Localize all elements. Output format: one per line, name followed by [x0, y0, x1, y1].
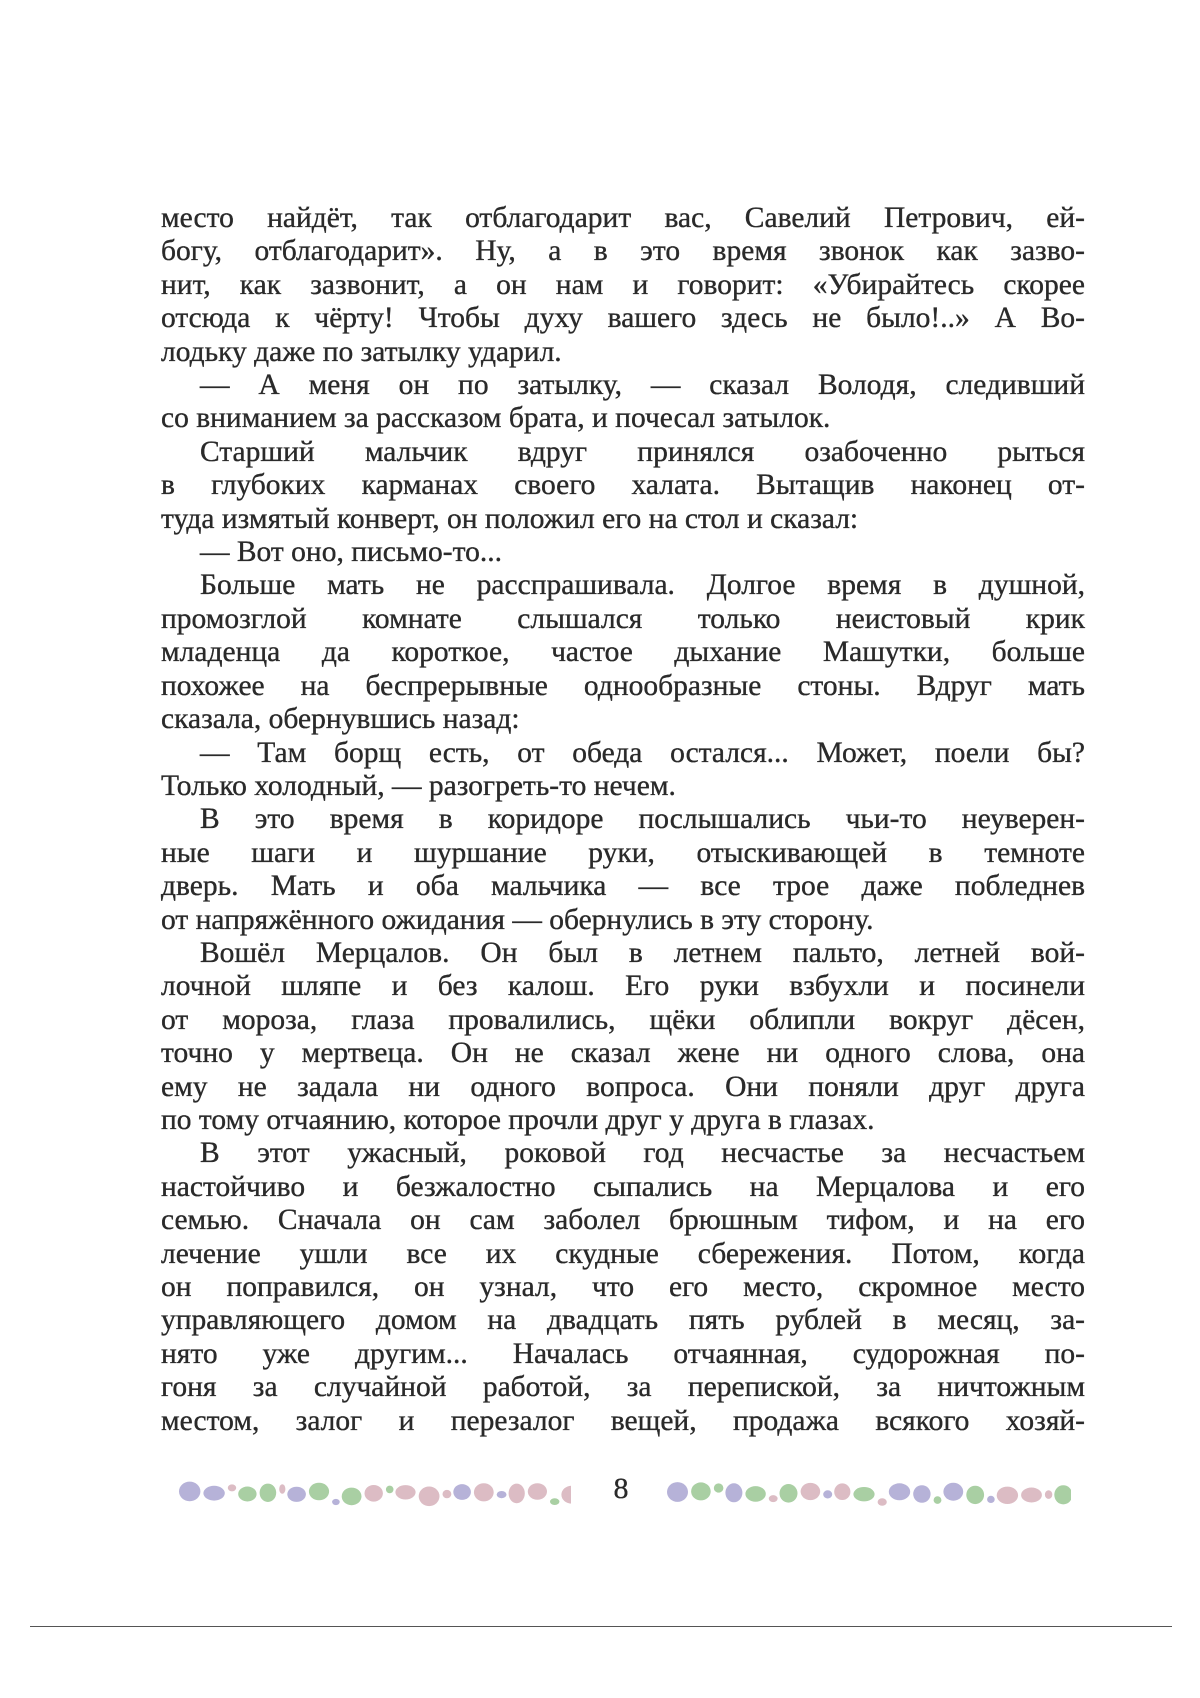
- text-line: нит, как зазвонит, а он нам и говорит: «Убирайтесь скорее: [161, 268, 1085, 301]
- decorative-dot: [780, 1484, 798, 1503]
- decorative-dot: [997, 1487, 1018, 1504]
- decorative-dot: [889, 1483, 910, 1500]
- decorative-dot: [228, 1484, 236, 1491]
- decorative-dot: [395, 1485, 415, 1499]
- text-line: сказала, обернувшись назад:: [161, 703, 520, 736]
- text-line: со вниманием за рассказом брата, и почесал затылок.: [161, 402, 831, 435]
- text-line: он поправился, он узнал, что его место, скромное место: [161, 1271, 1085, 1303]
- body-text: [161, 202, 1085, 1438]
- text-line: место найдёт, так отблагодарит вас, Савелий Петрович, ей-: [161, 202, 1085, 234]
- text-line: в глубоких карманах своего халата. Вытащив наконец от-: [161, 469, 1085, 502]
- decorative-dot: [260, 1484, 277, 1502]
- text-line: туда измятый конверт, он положил его на стол и сказал:: [161, 502, 859, 535]
- decorative-dot: [691, 1482, 711, 1500]
- decorative-dot: [745, 1486, 765, 1502]
- text-line: В этот ужасный, роковой год несчастье за несчастьем: [200, 1137, 1085, 1170]
- text-line: Только холодный, — разогреть-то нечем.: [161, 769, 676, 802]
- decorative-dots-right: [661, 1464, 1071, 1524]
- decorative-dot: [443, 1490, 452, 1498]
- decorative-dot: [365, 1485, 383, 1502]
- text-line: семью. Сначала он сам заболел брюшным тифом, и на его: [161, 1204, 1085, 1237]
- text-line: Старший мальчик вдруг принялся озабоченно рыться: [200, 435, 1085, 468]
- decorative-dot: [342, 1488, 362, 1506]
- decorative-dots-left: [173, 1464, 571, 1524]
- text-line: — А меня он по затылку, — сказал Володя, следивший: [200, 369, 1085, 402]
- decorative-dot: [309, 1483, 329, 1501]
- text-line: похожее на беспрерывные однообразные стоны. Вдруг мать: [161, 669, 1085, 702]
- text-line: Вошёл Мерцалов. Он был в летнем пальто, летней вой-: [200, 936, 1085, 969]
- text-line: по тому отчаянию, которое прочли друг у друга в глазах.: [161, 1103, 875, 1136]
- decorative-dot: [332, 1499, 340, 1505]
- decorative-dot: [769, 1495, 778, 1502]
- text-line: местом, залог и перезалог вещей, продажа всякого хозяй-: [161, 1404, 1085, 1437]
- decorative-dot: [474, 1483, 494, 1501]
- page-number: 8: [613, 1472, 629, 1505]
- decorative-dot: [966, 1486, 984, 1504]
- text-line: — Вот оно, письмо-то...: [200, 536, 502, 569]
- decorative-dot: [238, 1487, 256, 1502]
- decorative-dot: [714, 1483, 724, 1492]
- decorative-dot: [853, 1487, 874, 1501]
- text-line: точно у мертвеца. Он не сказал жене ни одного слова, она: [161, 1037, 1085, 1070]
- decorative-dot: [823, 1490, 832, 1498]
- text-line: дверь. Мать и оба мальчика — все трое даже побледнев: [161, 870, 1085, 903]
- decorative-dot: [386, 1486, 394, 1494]
- text-line: Больше мать не расспрашивала. Долгое время в душной,: [200, 569, 1085, 602]
- decorative-dot: [561, 1486, 571, 1504]
- decorative-dot: [509, 1484, 525, 1504]
- text-line: промозглой комнате слышался только неистовый крик: [161, 602, 1085, 635]
- decorative-dot: [878, 1498, 887, 1506]
- decorative-dot: [287, 1487, 306, 1502]
- decorative-dot: [934, 1496, 942, 1504]
- text-line: управляющего домом на двадцать пять рублей в месяц, за-: [161, 1304, 1085, 1337]
- text-line: ему не задала ни одного вопроса. Они поняли друг друга: [161, 1070, 1085, 1103]
- text-line: В это время в коридоре послышались чьи-то неуверен-: [200, 803, 1085, 836]
- text-line: нято уже другим... Началась отчаянная, судорожная по-: [161, 1337, 1085, 1370]
- decorative-dot: [1054, 1485, 1071, 1504]
- decorative-dot: [279, 1484, 285, 1494]
- decorative-dot: [419, 1487, 440, 1507]
- text-line: настойчиво и безжалостно сыпались на Мерцалова и его: [161, 1170, 1085, 1203]
- text-line: лечение ушли все их скудные сбережения. Потом, когда: [161, 1237, 1085, 1270]
- decorative-dot: [943, 1483, 963, 1501]
- decorative-dot: [497, 1491, 507, 1498]
- decorative-dot: [725, 1483, 742, 1502]
- decorative-dot: [528, 1483, 547, 1500]
- text-line: лочной шляпе и без калош. Его руки взбухли и посинели: [161, 970, 1085, 1003]
- text-line: богу, отблагодарит». Ну, а в это время звонок как зазво-: [161, 235, 1085, 268]
- decorative-dot: [1021, 1488, 1042, 1503]
- text-line: отсюда к чёрту! Чтобы духу вашего здесь не было!..» А Во-: [161, 302, 1085, 335]
- decorative-dot: [453, 1484, 471, 1500]
- page-footer: [161, 1464, 1085, 1524]
- decorative-dot: [179, 1482, 200, 1502]
- decorative-dot: [667, 1482, 688, 1502]
- decorative-dot: [203, 1486, 224, 1501]
- text-line: ные шаги и шуршание руки, отыскивающей в темноте: [161, 836, 1085, 869]
- decorative-dot: [987, 1496, 995, 1503]
- decorative-dot: [913, 1485, 930, 1503]
- text-line: от напряжённого ожидания — обернулись в эту сторону.: [161, 903, 874, 936]
- decorative-dot: [1045, 1490, 1052, 1499]
- text-line: младенца да короткое, частое дыхание Машутки, больше: [161, 636, 1085, 669]
- decorative-dot: [801, 1483, 821, 1500]
- decorative-dot: [834, 1483, 850, 1500]
- text-line: лодьку даже по затылку ударил.: [161, 335, 562, 368]
- bottom-rule: [30, 1626, 1172, 1627]
- text-line: — Там борщ есть, от обеда остался... Может, поели бы?: [200, 736, 1085, 769]
- text-line: от мороза, глаза провалились, щёки облипли вокруг дёсен,: [161, 1003, 1085, 1036]
- text-line: гоня за случайной работой, за перепиской, за ничтожным: [161, 1371, 1085, 1404]
- decorative-dot: [550, 1498, 559, 1505]
